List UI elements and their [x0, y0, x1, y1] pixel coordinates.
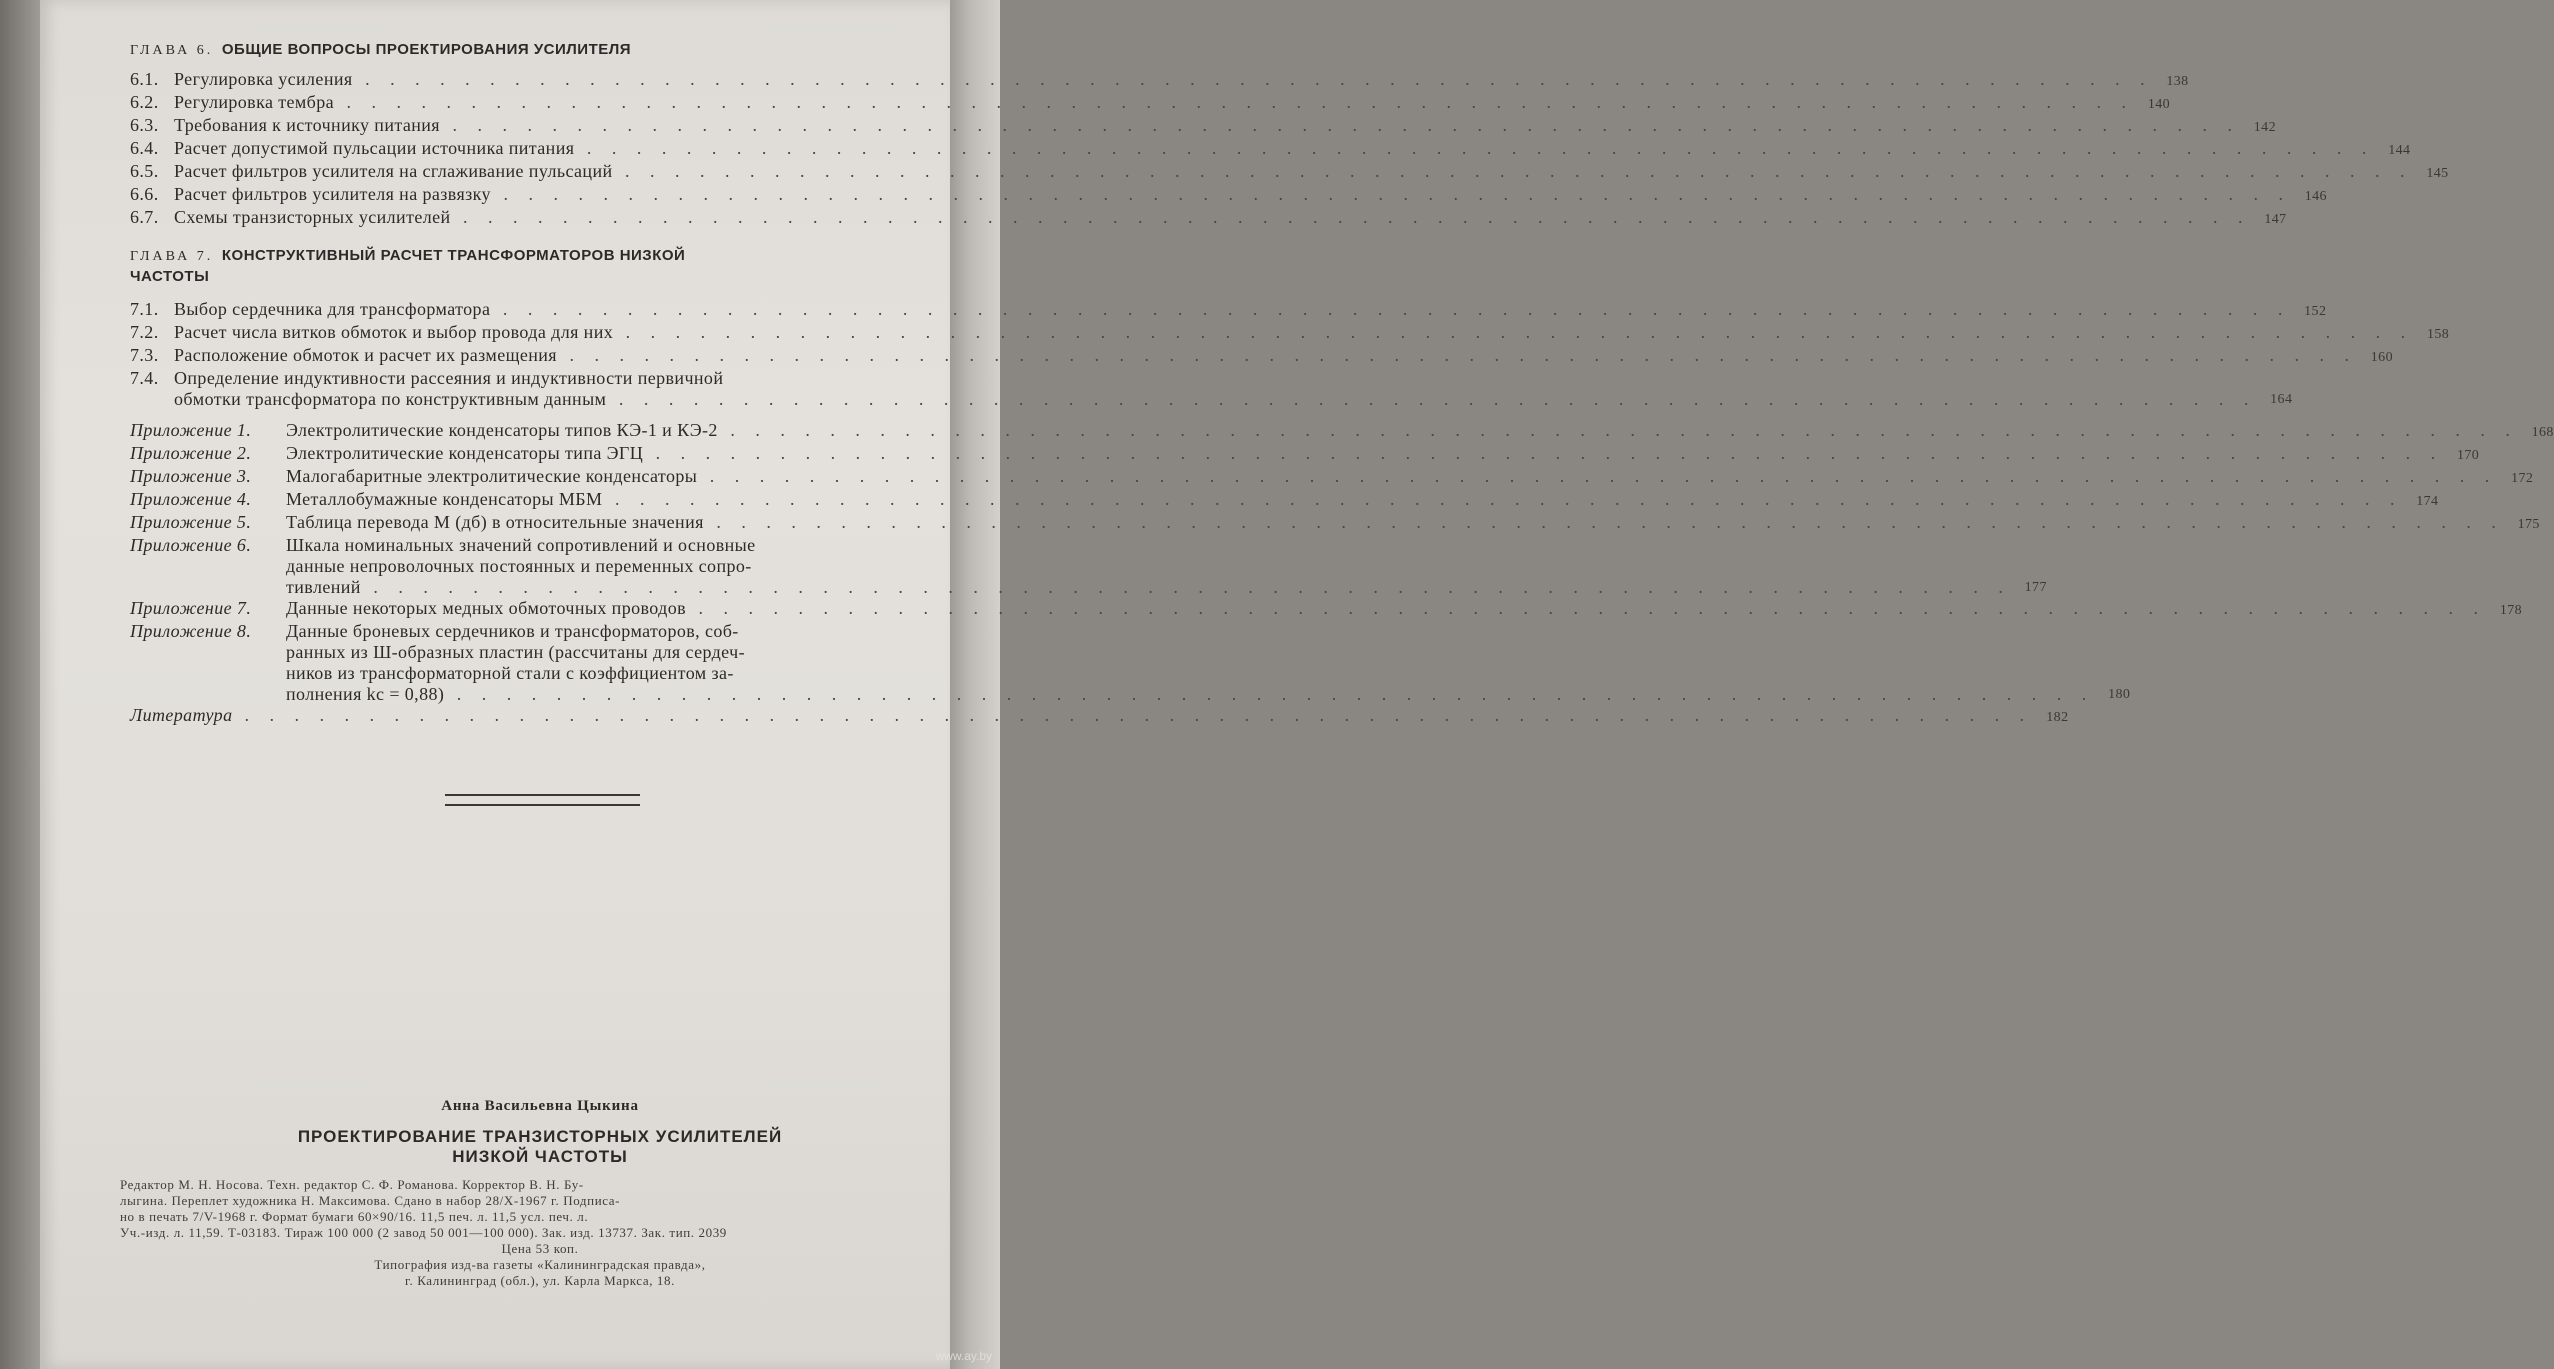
toc-num: 7.2. — [130, 322, 159, 342]
appendix-item — [130, 420, 2554, 443]
appendix-item — [130, 443, 2480, 466]
toc-page: 164 — [2270, 392, 2293, 407]
toc-title-line: ранных из Ш-образных пластин (рассчитаны для сердеч- — [286, 642, 745, 662]
toc-title-line: обмотки трансформатора по конструктивным данным . . . — [174, 389, 2256, 410]
toc-num: 6.2. — [130, 92, 159, 112]
appendix-label: Приложение 6. — [130, 535, 252, 555]
toc-page: 180 — [2108, 687, 2131, 702]
toc-page: 168 — [2531, 425, 2554, 440]
appendix-label: Приложение 4. — [130, 489, 252, 509]
toc-title: Схемы транзисторных усилителей . . . — [174, 207, 2251, 228]
toc-title: Требования к источнику питания . . . — [174, 115, 2240, 136]
toc-page: 146 — [2304, 189, 2327, 204]
toc-page: 182 — [2046, 710, 2069, 725]
toc-title: Расчет фильтров усилителя на сглаживание пульсаций . . . — [174, 161, 2413, 182]
toc-page: 175 — [2517, 517, 2540, 532]
table-of-contents — [130, 40, 2554, 728]
imprint-line: Редактор М. Н. Носова. Техн. редактор С. Ф. Романова. Корректор В. Н. Бу- — [120, 1177, 584, 1192]
chapter-6-list — [130, 69, 2449, 230]
toc-title: Расчет числа витков обмоток и выбор провода для них . . . — [174, 322, 2413, 343]
toc-title — [286, 535, 2011, 598]
toc-num: 6.1. — [130, 69, 159, 89]
printer-line: Типография изд-ва газеты «Калининградская правда», — [374, 1257, 706, 1272]
toc-item — [130, 368, 2293, 410]
chapter-title: КОНСТРУКТИВНЫЙ РАСЧЕТ ТРАНСФОРМАТОРОВ НИЗКОЙ — [221, 247, 686, 264]
appendix-label: Приложение 8. — [130, 621, 252, 641]
toc-title: Регулировка усиления . . . — [174, 69, 2153, 90]
toc-title-line: Данные броневых сердечников и трансформаторов, соб- — [286, 621, 739, 641]
toc-page: 158 — [2426, 327, 2450, 342]
appendix-item — [130, 535, 2047, 598]
chapter-label: ГЛАВА 6. — [130, 43, 214, 58]
appendix-label: Приложение 2. — [130, 443, 252, 463]
toc-page: 170 — [2456, 448, 2480, 463]
toc-title-line: ников из трансформаторной стали с коэффициентом за- — [286, 663, 734, 683]
literature-label: Литература . . . — [130, 705, 2032, 726]
toc-title: Расположение обмоток и расчет их размещения . . . — [174, 345, 2357, 366]
chapter-label: ГЛАВА 7. — [130, 249, 214, 264]
toc-title-line: тивлений . . . — [286, 577, 2011, 598]
toc-page: 178 — [2499, 603, 2523, 618]
appendix-item — [130, 621, 2131, 705]
toc-item — [130, 299, 2327, 322]
chapter-6-heading — [130, 40, 950, 61]
toc-num: 6.6. — [130, 184, 159, 204]
toc-title: Электролитические конденсаторы типа ЭГЦ . . . — [286, 443, 2443, 464]
toc-title: Данные некоторых медных обмоточных проводов . . . — [286, 598, 2486, 619]
appendix-label: Приложение 7. — [130, 598, 252, 618]
toc-item — [130, 115, 2276, 138]
toc-title — [286, 621, 2094, 705]
toc-num: 6.7. — [130, 207, 159, 227]
toc-title-line: полнения kс = 0,88) . . . — [286, 684, 2094, 705]
toc-page: 147 — [2264, 212, 2287, 227]
imprint — [120, 1177, 960, 1289]
toc-title — [174, 368, 2256, 410]
toc-title: Расчет фильтров усилителя на развязку . . . — [174, 184, 2291, 205]
printer-address: г. Калининград (обл.), ул. Карла Маркса, 18. — [405, 1273, 675, 1288]
toc-title: Малогабаритные электролитические конденсаторы . . . — [286, 466, 2497, 487]
appendix-item — [130, 598, 2523, 621]
book-title-line: ПРОЕКТИРОВАНИЕ ТРАНЗИСТОРНЫХ УСИЛИТЕЛЕЙ — [297, 1127, 783, 1146]
colophon — [120, 1098, 960, 1289]
appendix-item — [130, 489, 2439, 512]
literature-item — [130, 705, 2069, 728]
toc-num: 6.5. — [130, 161, 159, 181]
toc-page: 152 — [2304, 304, 2327, 319]
toc-item — [130, 322, 2450, 345]
appendix-item — [130, 512, 2540, 535]
toc-item — [130, 207, 2287, 230]
chapter-7-list — [130, 299, 2450, 410]
toc-page: 145 — [2426, 166, 2449, 181]
appendix-item — [130, 466, 2534, 489]
toc-item — [130, 345, 2393, 368]
toc-page: 160 — [2370, 350, 2393, 365]
chapter-6-section — [130, 40, 2449, 230]
toc-item — [130, 161, 2449, 184]
toc-title: Таблица перевода M (дб) в относительные значения . . . — [286, 512, 2504, 533]
toc-num: 7.3. — [130, 345, 159, 365]
price-line: Цена 53 коп. — [501, 1241, 579, 1256]
imprint-line: но в печать 7/V-1968 г. Формат бумаги 60×90/16. 11,5 печ. л. 11,5 усл. печ. л. — [120, 1209, 589, 1224]
toc-page: 140 — [2147, 97, 2171, 112]
toc-title: Регулировка тембра . . . — [174, 92, 2134, 113]
imprint-line: лыгина. Переплет художника Н. Максимова. Сдано в набор 28/X-1967 г. Подписа- — [120, 1193, 621, 1208]
toc-title-line: Шкала номинальных значений сопротивлений и основные — [286, 535, 756, 555]
book-title-line: НИЗКОЙ ЧАСТОТЫ — [452, 1147, 628, 1166]
chapter-title-continued: ЧАСТОТЫ — [130, 268, 210, 285]
toc-item — [130, 184, 2327, 207]
toc-num: 7.4. — [130, 368, 159, 388]
chapter-title: ОБЩИЕ ВОПРОСЫ ПРОЕКТИРОВАНИЯ УСИЛИТЕЛЯ — [221, 41, 632, 58]
author-name: Анна Васильевна Цыкина — [441, 1098, 639, 1114]
chapter-7-heading — [130, 246, 950, 287]
toc-num: 6.3. — [130, 115, 159, 135]
toc-num: 6.4. — [130, 138, 159, 158]
toc-title-line: Определение индуктивности рассеяния и индуктивности первичной — [174, 368, 724, 388]
appendix-label: Приложение 1. — [130, 420, 252, 440]
toc-title-line: данные непроволочных постоянных и переменных сопро- — [286, 556, 752, 576]
toc-num: 7.1. — [130, 299, 159, 319]
toc-title: Выбор сердечника для трансформатора . . . — [174, 299, 2290, 320]
toc-page: 144 — [2388, 143, 2411, 158]
toc-page: 174 — [2416, 494, 2439, 509]
toc-title: Электролитические конденсаторы типов КЭ-1 и КЭ-2 . . . — [286, 420, 2518, 441]
toc-item — [130, 138, 2411, 161]
toc-item — [130, 69, 2189, 92]
toc-page: 138 — [2166, 74, 2189, 89]
toc-page: 177 — [2024, 580, 2047, 595]
appendix-label: Приложение 3. — [130, 466, 252, 486]
imprint-line: Уч.-изд. л. 11,59. Т-03183. Тираж 100 000 (2 завод 50 001—100 000). Зак. изд. 13737. Зак. тип. 2039 — [120, 1225, 727, 1240]
appendices-list — [130, 420, 2554, 728]
toc-page: 142 — [2253, 120, 2276, 135]
toc-item — [130, 92, 2171, 115]
toc-title: Расчет допустимой пульсации источника питания . . . — [174, 138, 2374, 159]
watermark: www.ay.by — [935, 1349, 992, 1363]
double-rule-divider — [445, 794, 640, 806]
appendix-label: Приложение 5. — [130, 512, 252, 532]
toc-page: 172 — [2511, 471, 2534, 486]
toc-title: Металлобумажные конденсаторы МБМ . . . — [286, 489, 2402, 510]
chapter-7-section — [130, 246, 2450, 410]
book-title — [120, 1127, 960, 1167]
